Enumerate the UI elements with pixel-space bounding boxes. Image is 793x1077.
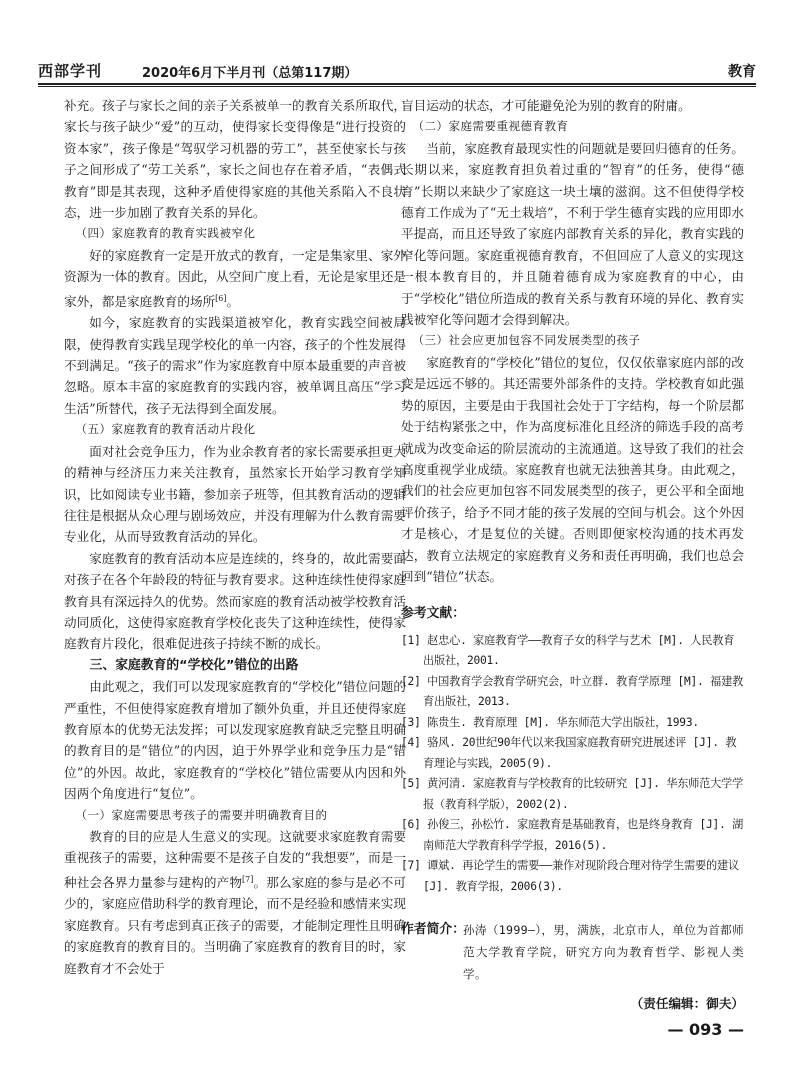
section-name: 教育: [728, 64, 756, 80]
author-text: 孙涛（1999—），男，满族，北京市人，单位为首都师范大学教育学院，研究方向为教育哲学、影视人类学。: [463, 923, 744, 982]
paragraph: 补充。孩子与家长之间的亲子关系被单一的教育关系所取代，家长与孩子缺少“爱”的互动，使得家长变得像是“进行投资的资本家”，孩子像是“驾驭学习机器的劳工”，甚至使家长与孩子之间形成了“劳工关系”，家长之间也存在着矛盾，“表偶式教育”即是其表现，这种矛盾使得家庭的其他关系陷入不良状态，进一步加剧了教育关系的异化。: [64, 98, 406, 221]
author-bio: [401, 919, 744, 985]
header-rule: [38, 83, 756, 85]
subheading: （三）社会应更加包容不同发展类型的孩子: [412, 333, 641, 348]
reference-item: [7] 谭斌. 再论学生的需要——兼作对现阶段合理对待学生需要的建议 [J]. 教育学报，2006(3).: [401, 859, 739, 893]
subheading: （一）家庭需要思考孩子的需要并明确教育目的: [75, 807, 328, 822]
paragraph: 盲目运动的状态，才可能避免沦为别的教育的附庸。: [401, 98, 691, 113]
reference-item: [4] 骆风. 20世纪90年代以来我国家庭教育研究进展述评 [J]. 教育理论与实践，2005(9).: [401, 736, 737, 770]
citation: [7]: [242, 874, 254, 884]
reference-item: [5] 黄河清. 家庭教育与学校教育的比较研究 [J]. 华东师范大学学报（教育科学版），2002(2).: [401, 777, 744, 811]
paragraph: 家庭教育的“学校化”错位的复位，仅仅依靠家庭内部的改变是远远不够的。其还需要外部条件的支持。学校教育如此强势的原因，主要是由于我国社会处于丁字结构，每一个阶层都处于结构紧张之中，作为高度标准化且经济的筛选手段的高考就成为改变命运的阶层流动的主流通道。这导致了我们的社会高度重视学业成绩。家庭教育也就无法独善其身。由此观之，我们的社会应更加包容不同发展类型的孩子，更公平和全面地评价孩子，给予不同才能的孩子发展的空间与机会。这个外因才是核心，才是复位的关键。否则即便家校沟通的技术再发达，教育立法规定的家庭教育义务和责任再明确，我们也总会回到“错位”状态。: [401, 354, 744, 584]
references-title: 参考文献：: [401, 606, 465, 622]
reference-item: [2] 中国教育学会教育学研究会，叶立群. 教育学原理 [M]. 福建教育出版社，2013.: [401, 674, 744, 709]
author-label: 作者简介：: [401, 922, 465, 938]
citation: [6]: [215, 293, 227, 303]
header-rule-thin: [38, 86, 756, 87]
right-column: [401, 95, 744, 1015]
subheading: （五）家庭教育的教育活动片段化: [75, 422, 256, 437]
reference-item: [3] 陈贵生. 教育原理 [M]. 华东师范大学出版社，1993.: [401, 715, 699, 729]
section-heading: 三、家庭教育的“学校化”错位的出路: [89, 657, 299, 673]
paragraph: 教育的目的应是人生意义的实现。这就要求家庭教育需要重视孩子的需要，这种需要不是孩子自发的“我想要”，而是一种社会各界力量参与建构的产物[7]。那么家庭的参与是必不可少的，家庭应借助科学的教育理论，而不是经验和感情来实现家庭教育。只有考虑到真正孩子的需要，才能制定理性且明确的家庭教育的教育目的。当明确了家庭教育的教育目的时，家庭教育才不会处于: [64, 829, 407, 976]
journal-name: 西部学刊: [38, 62, 103, 80]
paragraph: 如今，家庭教育的实践渠道被窄化，教育实践空间被局限，使得教育实践呈现学校化的单一内容，孩子的个性发展得不到满足。“孩子的需求”作为家庭教育中原本最重要的声音被忽略。原本丰富的家庭教育的实践内容，被单调且高压“学习生活”所替代，孩子无法得到全面发展。: [64, 315, 406, 416]
paragraph: 由此观之，我们可以发现家庭教育的“学校化”错位问题的严重性，不但使得家庭教育增加了额外负重，并且还使得家庭教育原本的优势无法发挥；可以发现家庭教育缺乏完整且明确的教育目的是“错位”的内因，迫于外界学业和竞争压力是“错位”的外因。故此，家庭教育的“学校化”错位需要从内因和外因两个角度进行“复位”。: [64, 679, 406, 802]
subheading: （二）家庭需要重视德育教育: [412, 119, 569, 134]
references-list: [401, 631, 744, 898]
page-number: — 093 —: [667, 1020, 744, 1039]
paragraph: 好的家庭教育一定是开放式的教育，一定是集家里、家外资源为一体的教育。因此，从空间广度上看，无论是家里还是家外，都是家庭教育的场所[6]。: [64, 247, 406, 309]
issue-info: 2020年6月下半月刊（总第117期）: [142, 66, 358, 81]
subheading: （四）家庭教育的教育实践被窄化: [75, 226, 256, 241]
editor-note: （责任编辑：御夫）: [630, 996, 744, 1012]
reference-item: [1] 赵忠心. 家庭教育学——教育子女的科学与艺术 [M]. 人民教育出版社，2001.: [401, 633, 735, 668]
paragraph: 面对社会竞争压力，作为业余教育者的家长需要承担更大的精神与经济压力来关注教育，虽然家长开始学习教育学知识，比如阅读专业书籍，参加亲子班等，但其教育活动的逻辑往往是根据从众心理与剧场效应，并没有理解为什么教育需要专业化，从而导致教育活动的异化。: [64, 443, 406, 545]
left-column: [64, 95, 406, 979]
paragraph: 当前，家庭教育最现实性的问题就是要回归德育的任务。长期以来，家庭教育担负着过重的“智育”的任务，使得“德育”长期以来缺少了家庭这一块土壤的滋润。这不但使得学校德育工作成为了“无土栽培”，不利于学生德育实践的应用即水平提高，而且还导致了家庭内部教育关系的异化，教育实践的窄化等问题。家庭重视德育教育，不但回应了人意义的实现这一根本教育目的，并且随着德育成为家庭教育的中心，由于“学校化”错位所造成的教育关系与教育环境的异化、教育实践被窄化等问题才会得到解决。: [401, 140, 744, 328]
paragraph: 家庭教育的教育活动本应是连续的，终身的，故此需要面对孩子在各个年龄段的特征与教育要求。这种连续性使得家庭教育具有深远持久的优势。然而家庭的教育活动被学校教育活动同质化，这使得家庭教育学校化丧失了这种连续性，使得家庭教育片段化，很难促进孩子持续不断的成长。: [64, 550, 406, 652]
reference-item: [6] 孙俊三，孙松竹. 家庭教育是基础教育，也是终身教育 [J]. 湖南师范大学教育科学学报，2016(5).: [401, 818, 744, 852]
